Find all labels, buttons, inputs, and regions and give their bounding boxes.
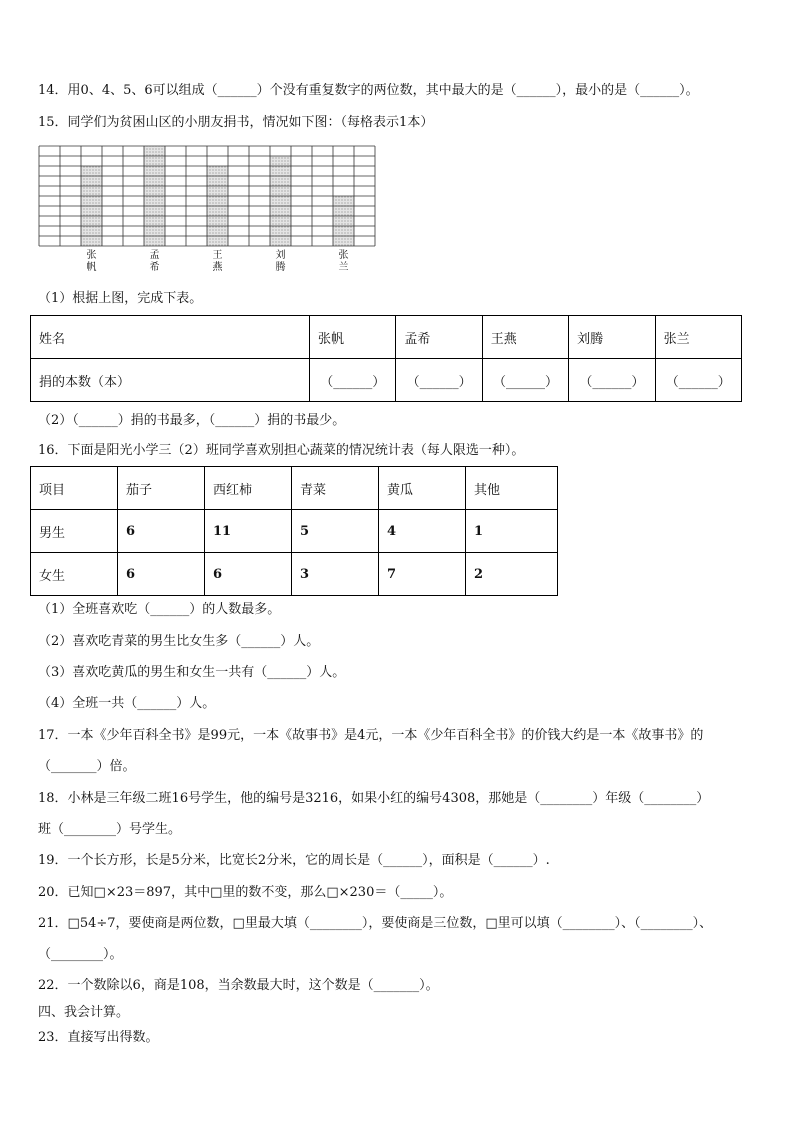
question-19: 19．一个长方形，长是5分米，比宽长2分米，它的周长是（______），面积是（______）. [38, 853, 550, 868]
table-cell: 青菜 [292, 467, 379, 510]
question-23: 23．直接写出得数。 [38, 1030, 159, 1045]
answer-blank[interactable]: （______） [655, 359, 741, 402]
table-cell: 女生 [31, 553, 118, 596]
table-cell: 6 [205, 553, 292, 596]
question-16: 16．下面是阳光小学三（2）班同学喜欢别担心蔬菜的情况统计表（每人限选一种）。 [38, 443, 525, 458]
bar-label-char: 张 [86, 250, 97, 261]
table-cell: 6 [118, 510, 205, 553]
question-16-2: （2）喜欢吃青菜的男生比女生多（______）人。 [38, 634, 320, 649]
table-cell: 捐的本数（本） [31, 359, 310, 402]
question-16-3: （3）喜欢吃黄瓜的男生和女生一共有（______）人。 [38, 665, 346, 680]
question-22: 22．一个数除以6，商是108，当余数最大时，这个数是（_______）。 [38, 978, 439, 993]
table-cell: 7 [379, 553, 466, 596]
question-15-2: （2）（______）捐的书最多，（______）捐的书最少。 [38, 413, 346, 428]
answer-blank[interactable]: （______） [396, 359, 482, 402]
table-cell: 姓名 [31, 316, 310, 359]
bar-label-char: 兰 [338, 262, 349, 273]
question-15-1: （1）根据上图，完成下表。 [38, 291, 203, 306]
table-cell: 5 [292, 510, 379, 553]
bar-label-char: 孟 [149, 250, 160, 261]
bar-label-char: 张 [338, 250, 349, 261]
table-row [31, 510, 558, 553]
bar-chart-svg [38, 145, 383, 247]
question-15: 15．同学们为贫困山区的小朋友捐书，情况如下图：（每格表示1本） [38, 115, 434, 130]
table-row [31, 359, 742, 402]
bar-label [337, 250, 351, 274]
table-cell: 黄瓜 [379, 467, 466, 510]
table-row [31, 467, 558, 510]
table-cell: 刘腾 [569, 316, 655, 359]
table-cell: 张帆 [310, 316, 396, 359]
question-21-cont: （________）。 [38, 947, 123, 962]
question-21: 21．□54÷7，要使商是两位数，□里最大填（________），要使商是三位数，□里可以填（________）、（________）、 [38, 916, 713, 931]
bar-label-char: 燕 [212, 262, 223, 273]
table-cell: 项目 [31, 467, 118, 510]
table-cell: 王燕 [482, 316, 568, 359]
question-17: 17．一本《少年百科全书》是99元，一本《故事书》是4元，一本《少年百科全书》的价钱大约是一本《故事书》的 [38, 728, 704, 743]
table-cell: 2 [466, 553, 558, 596]
question-14: 14．用0、4、5、6可以组成（______）个没有重复数字的两位数，其中最大的是（______），最小的是（______）。 [38, 83, 699, 98]
table-row [31, 316, 742, 359]
table-cell: 4 [379, 510, 466, 553]
table-cell: 张兰 [655, 316, 741, 359]
bar-label-char: 王 [212, 250, 223, 261]
table-cell: 茄子 [118, 467, 205, 510]
bar-label-char: 希 [149, 262, 160, 273]
vegetable-table [30, 466, 558, 596]
answer-blank[interactable]: （______） [310, 359, 396, 402]
table-cell: 其他 [466, 467, 558, 510]
table-row [31, 553, 558, 596]
table-cell: 西红柿 [205, 467, 292, 510]
bar-label [211, 250, 225, 274]
bar-刘腾 [270, 156, 291, 246]
question-17-cont: （_______）倍。 [38, 759, 136, 774]
section-4-heading: 四、我会计算。 [38, 1005, 130, 1020]
table-cell: 孟希 [396, 316, 482, 359]
question-16-4: （4）全班一共（______）人。 [38, 696, 216, 711]
answer-blank[interactable]: （______） [569, 359, 655, 402]
donation-table [30, 315, 742, 402]
question-16-1: （1）全班喜欢吃（______）的人数最多。 [38, 602, 281, 617]
bar-label-char: 刘 [275, 250, 286, 261]
question-20: 20．已知□×23＝897，其中□里的数不变，那么□×230＝（_____）。 [38, 885, 453, 900]
bar-chart [38, 145, 383, 273]
bar-label-char: 腾 [275, 262, 286, 273]
bar-label [148, 250, 162, 274]
bar-label-char: 帆 [86, 262, 97, 273]
table-cell: 11 [205, 510, 292, 553]
question-18-cont: 班（________）号学生。 [38, 822, 182, 837]
bar-label [85, 250, 99, 274]
table-cell: 6 [118, 553, 205, 596]
table-cell: 男生 [31, 510, 118, 553]
answer-blank[interactable]: （______） [482, 359, 568, 402]
bar-张兰 [333, 196, 354, 246]
question-18: 18．小林是三年级二班16号学生，他的编号是3216，如果小红的编号4308，那她是（________）年级（________） [38, 791, 710, 806]
bar-label [274, 250, 288, 274]
table-cell: 3 [292, 553, 379, 596]
table-cell: 1 [466, 510, 558, 553]
